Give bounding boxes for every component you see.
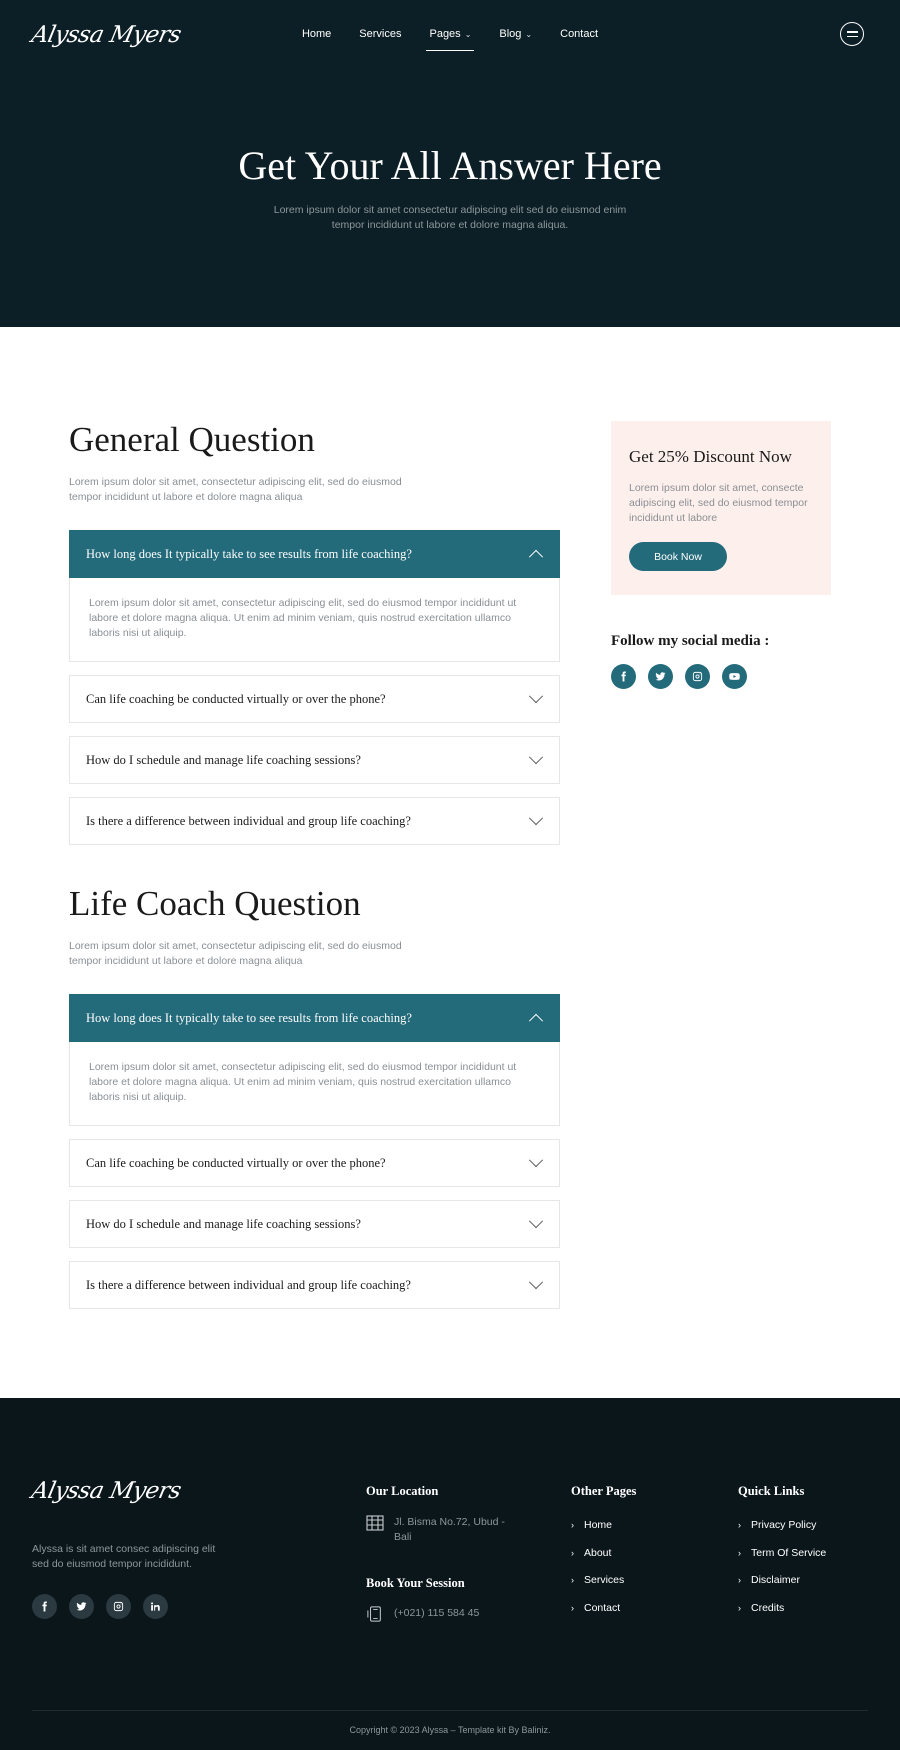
address-text: Jl. Bisma No.72, Ubud - Bali [394,1516,505,1543]
phone-text[interactable]: (+021) 115 584 45 [394,1607,480,1619]
footer-socials [32,1594,168,1619]
chevron-down-icon: ⌄ [464,29,472,39]
footer-link-about[interactable] [571,1546,624,1560]
footer-description: Alyssa is sit amet consec adipiscing elit sed do eiusmod tempor incididunt. [32,1543,216,1570]
other-pages-list [571,1518,624,1615]
main-nav [0,22,900,46]
map-icon [366,1515,384,1531]
faq-question-toggle[interactable] [69,675,560,723]
link-label: Term Of Service [751,1546,827,1559]
chevron-up-icon [529,1014,543,1028]
section-title-general: General Question [69,420,315,459]
chevron-right-icon: › [571,1602,574,1613]
address [366,1515,516,1545]
nav-services[interactable] [345,22,415,46]
promo-description: Lorem ipsum dolor sit amet, consecte adipiscing elit, sed do eiusmod tempor incididunt ut labore [629,482,808,524]
sidebar-socials [611,664,747,689]
footer-link-contact[interactable] [571,1601,624,1615]
twitter-icon[interactable] [69,1594,94,1619]
page-title: Get Your All Answer Here [238,143,662,188]
chevron-down-icon [529,1275,543,1289]
hamburger-circle-icon[interactable] [840,22,864,46]
footer-link-home[interactable] [571,1518,624,1532]
faq-item [69,797,560,845]
footer-link-credits[interactable] [738,1601,826,1615]
nav-home[interactable] [288,22,345,46]
faq-question: Can life coaching be conducted virtually or over the phone? [86,1155,386,1170]
promo-title: Get 25% Discount Now [629,447,792,466]
faq-question-toggle[interactable] [69,797,560,845]
faq-answer: Lorem ipsum dolor sit amet, consectetur adipiscing elit, sed do eiusmod tempor incididunt ut labore et dolore magna aliqua. Ut enim ad minim veniam, quis nostrud exercitation ullamco laboris nisi ut aliquip. [69,1042,560,1126]
faq-item [69,994,560,1126]
nav-blog[interactable] [485,22,546,46]
faq-main [0,327,900,1398]
faq-question-toggle[interactable] [69,994,560,1042]
section-description: Lorem ipsum dolor sit amet, consectetur adipiscing elit, sed do eiusmod tempor incididunt ut labore et dolore magna aliqua [69,940,402,967]
chevron-right-icon: › [738,1575,741,1585]
faq-item [69,1139,560,1187]
faq-question: How long does It typically take to see results from life coaching? [86,1010,412,1025]
chevron-down-icon [529,1153,543,1167]
location-title: Our Location [366,1484,439,1498]
faq-question-toggle[interactable] [69,530,560,578]
faq-question: How do I schedule and manage life coaching sessions? [86,752,361,767]
chevron-right-icon: › [738,1547,741,1558]
link-label: About [584,1546,612,1559]
footer-link-term-of-service[interactable] [738,1546,826,1560]
faq-question-toggle[interactable] [69,1139,560,1187]
follow-title: Follow my social media : [611,633,770,649]
hero-subtitle: Lorem ipsum dolor sit amet consectetur adipiscing elit sed do eiusmod enim tempor incididunt ut labore et dolore magna aliqua. [273,204,627,231]
chevron-right-icon: › [571,1575,574,1585]
chevron-right-icon: › [738,1520,741,1530]
link-label: Contact [584,1601,621,1614]
footer-logo[interactable]: Alyssa Myers [29,1478,184,1504]
faq-question-toggle[interactable] [69,736,560,784]
phone [366,1606,479,1622]
phone-icon [366,1606,384,1622]
faq-question: How do I schedule and manage life coaching sessions? [86,1216,361,1231]
linkedin-icon[interactable] [143,1594,168,1619]
facebook-icon[interactable] [32,1594,57,1619]
chevron-right-icon: › [571,1547,574,1558]
chevron-right-icon: › [571,1520,574,1530]
link-label: Privacy Policy [751,1519,817,1531]
nav-label: Contact [560,28,599,40]
section-title-life-coach: Life Coach Question [69,884,361,923]
link-label: Home [584,1519,613,1531]
chevron-up-icon [529,550,543,564]
youtube-icon[interactable] [722,664,747,689]
site-footer [0,1398,900,1750]
nav-label: Blog [499,28,522,40]
nav-pages[interactable] [415,22,485,46]
book-now-button[interactable]: Book Now [629,542,727,571]
faq-item [69,1200,560,1248]
quick-links-list [738,1518,826,1615]
nav-label: Pages [429,28,461,40]
logo[interactable]: Alyssa Myers [29,22,184,48]
faq-question: Is there a difference between individual and group life coaching? [86,813,411,828]
link-label: Services [584,1574,625,1586]
discount-promo-card [611,421,831,595]
faq-question-toggle[interactable] [69,1261,560,1309]
footer-divider [32,1710,868,1711]
nav-contact[interactable] [546,22,612,46]
copyright: Copyright © 2023 Alyssa – Template kit By Baliniz. [349,1725,551,1735]
faq-item [69,530,560,662]
chevron-down-icon [529,750,543,764]
faq-question: Is there a difference between individual and group life coaching? [86,1277,411,1292]
session-title: Book Your Session [366,1576,465,1590]
footer-link-services[interactable] [571,1573,624,1587]
chevron-right-icon: › [738,1602,741,1613]
faq-list-general [69,530,560,858]
faq-answer: Lorem ipsum dolor sit amet, consectetur adipiscing elit, sed do eiusmod tempor incididunt ut labore et dolore magna aliqua. Ut enim ad minim veniam, quis nostrud exercitation ullamco laboris nisi ut aliquip. [69,578,560,662]
faq-list-life-coach [69,994,560,1322]
faq-question: Can life coaching be conducted virtually or over the phone? [86,691,386,706]
twitter-icon[interactable] [648,664,673,689]
instagram-icon[interactable] [106,1594,131,1619]
instagram-icon[interactable] [685,664,710,689]
other-pages-title: Other Pages [571,1484,637,1498]
facebook-icon[interactable] [611,664,636,689]
nav-label: Services [359,28,402,40]
faq-item [69,675,560,723]
nav-label: Home [301,28,332,40]
footer-link-privacy-policy[interactable] [738,1518,826,1532]
faq-question: How long does It typically take to see results from life coaching? [86,546,412,561]
hero-header [0,0,900,327]
faq-item [69,1261,560,1309]
faq-item [69,736,560,784]
quick-links-title: Quick Links [738,1484,805,1498]
chevron-down-icon: ⌄ [525,29,533,39]
section-description: Lorem ipsum dolor sit amet, consectetur adipiscing elit, sed do eiusmod tempor incididunt ut labore et dolore magna aliqua [69,476,402,503]
chevron-down-icon [529,811,543,825]
link-label: Credits [751,1601,785,1614]
footer-link-disclaimer[interactable] [738,1573,826,1587]
chevron-down-icon [529,689,543,703]
faq-question-toggle[interactable] [69,1200,560,1248]
link-label: Disclaimer [751,1574,801,1586]
chevron-down-icon [529,1214,543,1228]
